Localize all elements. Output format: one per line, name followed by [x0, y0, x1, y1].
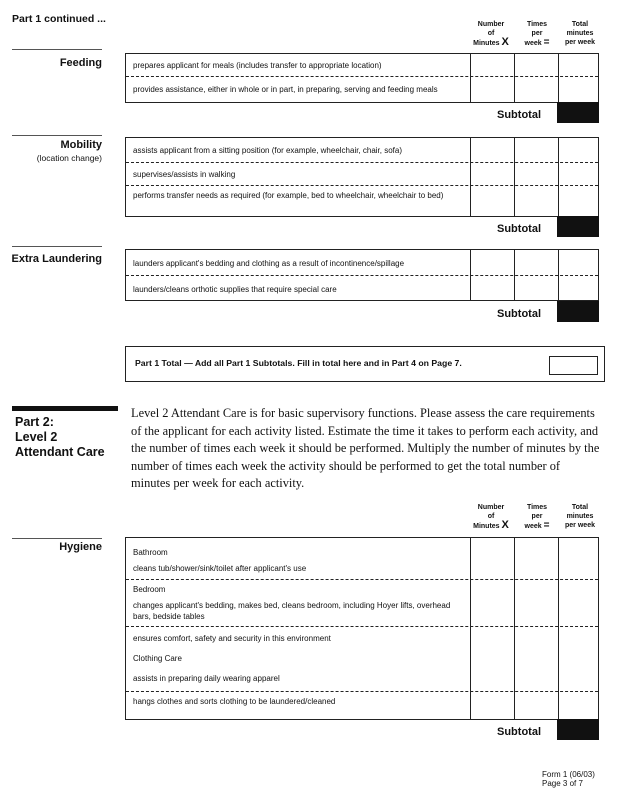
table-row: changes applicant's bedding, makes bed, cleans bedroom, including Hoyer lifts, overhead bars, bedside tables — [126, 597, 598, 627]
laundering-title: Extra Laundering — [11, 253, 102, 265]
section-rule — [12, 538, 102, 539]
table-row: launders/cleans orthotic supplies that require special care — [133, 285, 337, 294]
table-row: assists in preparing daily wearing apparel — [126, 667, 598, 692]
part1-total-label: Part 1 Total — Add all Part 1 Subtotals. Fill in total here and in Part 4 on Page 7. — [135, 358, 462, 368]
category-row: Bathroom — [133, 548, 168, 557]
table-row: launders applicant's bedding and clothing as a result of incontinence/spillage — [126, 250, 598, 276]
subtotal-field[interactable] — [557, 216, 599, 237]
hygiene-table — [125, 537, 599, 720]
table-row: hangs clothes and sorts clothing to be laundered/cleaned — [133, 697, 336, 706]
table-row: prepares applicant for meals (includes transfer to appropriate location) — [126, 54, 598, 77]
part1-total-box — [125, 346, 605, 382]
feeding-title: Feeding — [59, 57, 102, 69]
part2-description: Level 2 Attendant Care is for basic supervisory functions. Please assess the care requirements of the applicant for each activity listed. Estimate the time it takes to perform each activity, and the number of times each week it should be performed. Multiply the number of minutes by the number of times each week the activity should be performed to get the total number of minutes per week for each activity. — [131, 406, 600, 490]
section-rule — [12, 135, 102, 136]
section-rule — [12, 49, 102, 50]
table-row: ensures comfort, safety and security in this environment — [133, 634, 331, 643]
section-rule — [12, 246, 102, 247]
hygiene-title: Hygiene — [59, 541, 102, 553]
table-row: assists applicant from a sitting position (for example, wheelchair, chair, sofa) — [126, 138, 598, 163]
page-header: Part 1 continued ... — [12, 13, 106, 25]
table-row: cleans tub/shower/sink/toilet after applicant's use — [126, 559, 598, 580]
subtotal-field[interactable] — [557, 719, 599, 740]
footer: Form 1 (06/03) Page 3 of 7 — [542, 770, 595, 788]
part2-bar — [12, 406, 118, 411]
table-row: performs transfer needs as required (for example, bed to wheelchair, wheelchair to bed) — [133, 191, 444, 200]
category-row: Clothing Care — [133, 654, 182, 663]
mobility-table — [125, 137, 599, 217]
table-row: supervises/assists in walking — [126, 163, 598, 186]
subtotal-field[interactable] — [557, 301, 599, 322]
table-row: provides assistance, either in whole or in part, in preparing, serving and feeding meals — [133, 85, 438, 94]
part1-total-field[interactable] — [549, 356, 598, 375]
subtotal-label: Subtotal — [497, 109, 541, 121]
subtotal-label: Subtotal — [497, 726, 541, 738]
mobility-title: Mobility (location change) — [36, 139, 102, 163]
part2-title: Part 2: Level 2 Attendant Care — [15, 415, 105, 459]
subtotal-label: Subtotal — [497, 223, 541, 235]
category-row: Bedroom — [133, 585, 166, 594]
laundering-table — [125, 249, 599, 301]
subtotal-field[interactable] — [557, 102, 599, 123]
subtotal-label: Subtotal — [497, 308, 541, 320]
feeding-table — [125, 53, 599, 103]
